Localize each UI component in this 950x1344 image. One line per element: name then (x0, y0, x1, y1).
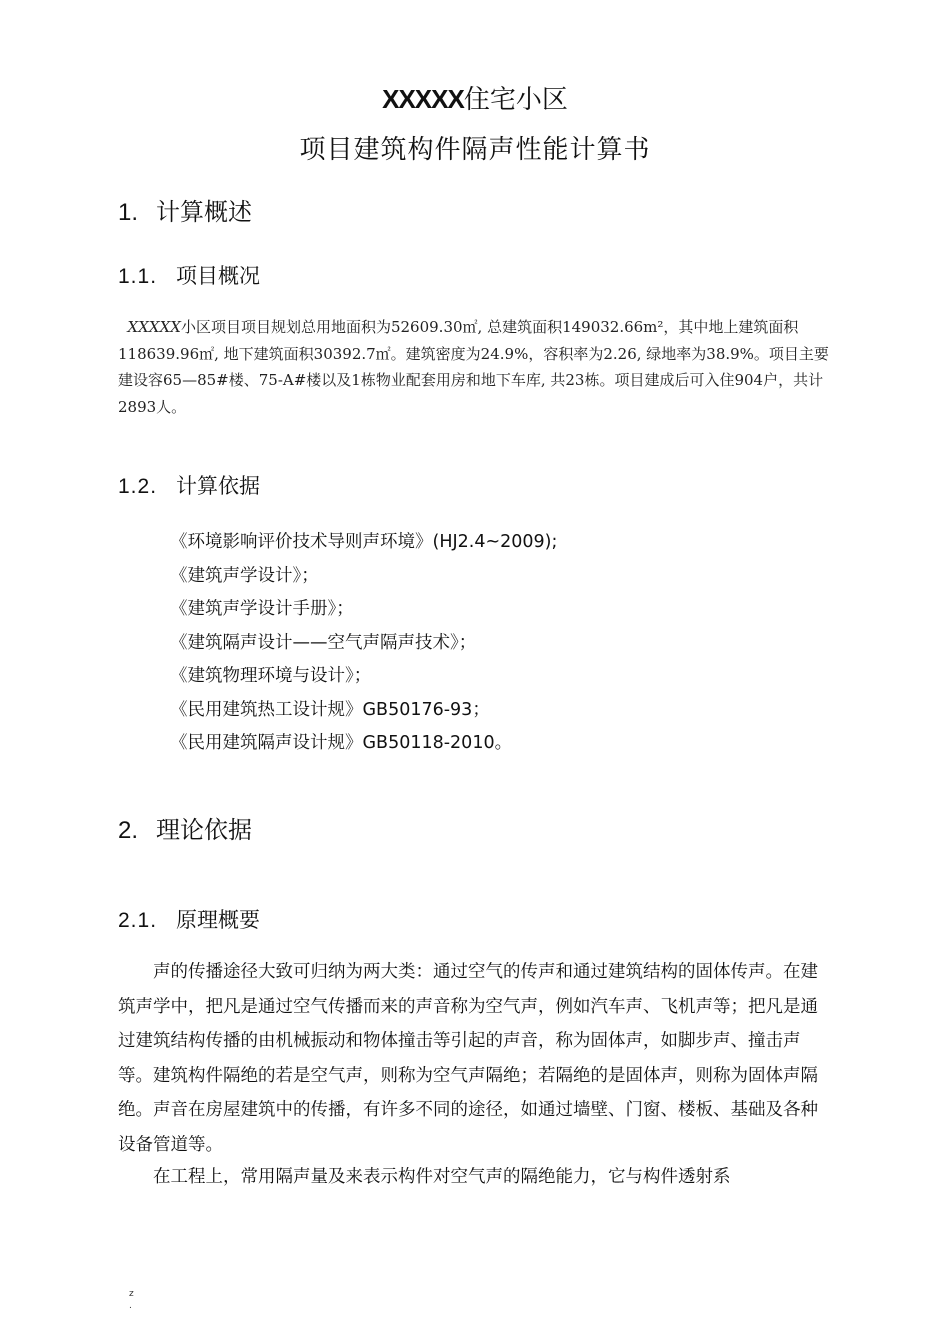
footer-mark-dot: . (129, 1301, 132, 1311)
section-1-heading (118, 196, 252, 229)
reference-item: 《民用建筑隔声设计规》GB50118-2010。 (170, 733, 513, 753)
subsection-title: 原理概要 (176, 908, 260, 932)
reference-item: 《建筑声学设计》； (170, 565, 319, 586)
title-project-code: XXXXX (382, 84, 464, 114)
section-title: 理论依据 (156, 816, 252, 844)
section-title: 计算概述 (156, 198, 252, 226)
principle-paragraph-2: 在工程上，常用隔声量及来表示构件对空气声的隔绝能力，它与构件透射系 (153, 1167, 731, 1187)
subsection-2-1-heading (118, 906, 260, 935)
subsection-number: 2.1. (118, 909, 158, 932)
subsection-title: 项目概况 (176, 264, 260, 288)
title-project-name: 住宅小区 (463, 85, 568, 115)
footer-mark (129, 1288, 134, 1312)
section-2-heading (118, 814, 252, 847)
reference-item: 《环境影响评价技术导则声环境》(HJ2.4~2009); (170, 532, 558, 552)
project-code-text: XXXXX (127, 318, 181, 336)
reference-item: 《建筑隔声设计——空气声隔声技术》； (170, 632, 477, 653)
document-title-line2: 项目建筑构件隔声性能计算书 (299, 135, 651, 165)
document-title-line1 (0, 82, 950, 117)
footer-mark-z: z (129, 1289, 134, 1299)
reference-item: 《建筑物理环境与设计》； (170, 666, 372, 686)
subsection-number: 1.1. (118, 265, 158, 288)
principle-paragraph-1: 声的传播途径大致可归纳为两大类：通过空气的传声和通过建筑结构的固体传声。在建筑声学中，把凡是通过空气传播而来的声音称为空气声，例如汽车声、飞机声等；把凡是通过建筑结构传播的由机械振动和物体撞击等引起的声音，称为固体声，如脚步声、撞击声等。建筑构件隔绝的若是空气声，则称为空气声隔绝；若隔绝的是固体声，则称为固体声隔绝。声音在房屋建筑中的传播，有许多不同的途径，如通过墙壁、门窗、楼板、基础及各种设备管道等。 (118, 962, 818, 1155)
project-overview-text: 小区项目项目规划总用地面积为52609.30㎡, 总建筑面积149032.66m²，其中地上建筑面积118639.96㎡, 地下建筑面积30392.7㎡。建筑密度为24.9%，容积率为2.26, 绿地率为38.9%。项目主要建设容65—85#楼、75-A#楼以及1栋物业配套用房和地下车库, 共23栋。项目建成后可入住904户，共计2893人。 (118, 318, 829, 416)
subsection-1-1-heading (118, 262, 260, 291)
reference-item: 《民用建筑热工设计规》GB50176-93； (170, 699, 490, 720)
subsection-number: 1.2. (118, 475, 158, 498)
section-number: 2. (118, 817, 139, 844)
section-number: 1. (118, 199, 139, 226)
project-overview-paragraph (118, 314, 834, 420)
reference-item: 《建筑声学设计手册》； (170, 599, 354, 619)
subsection-1-2-heading (118, 472, 260, 501)
reference-list (170, 526, 557, 761)
subsection-title: 计算依据 (176, 474, 260, 498)
